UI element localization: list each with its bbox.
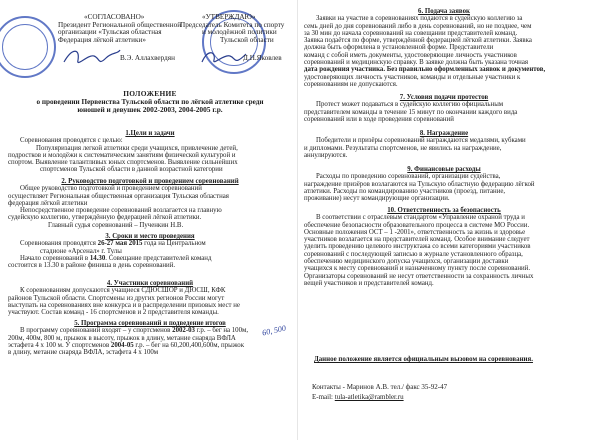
section-finances — [304, 166, 584, 202]
text-line: Популяризация легкой атлетики среди учащихся, привлечение детей, — [36, 144, 238, 152]
text-line: обеспечению медицинского допуска учащихся, организации доставки — [304, 258, 509, 266]
approval-line: Тульской области — [220, 35, 274, 44]
text-line: Основные положения ОСТ – 1 -2001», ответственность за жизнь и здоровье — [304, 228, 526, 236]
text-line: Расходы по проведению соревнований, организации судейства, — [316, 173, 501, 181]
text-line: соревнований с последующей записью в журнале установленного образца, — [304, 250, 523, 258]
text-line: учащихся к месту соревнований и назначенному пункту после соревнований. — [304, 265, 531, 273]
section-goals — [8, 130, 292, 174]
approval-signature-name-right — [243, 55, 282, 63]
event-dates: 26-27 мая 2015 — [97, 240, 143, 248]
text-line — [8, 255, 292, 262]
text-fragment: эстафета 4 х 100 м. У спортсменов — [8, 341, 111, 349]
section-awards — [304, 130, 584, 159]
text-line: вещей участников и представителей команд. — [304, 279, 434, 287]
section-program — [8, 320, 292, 356]
text-line: стадионе «Арсенал» г. Тулы — [40, 247, 122, 255]
section-heading: 2. Руководство подготовкой и проведением соревнований — [61, 178, 239, 185]
text-line: судейскую коллегию, утверждённую федерацией лёгкой атлетики. — [8, 214, 202, 222]
text-line: уделить проведению целевого инструктажа со всеми категориями участников — [304, 243, 531, 251]
text-line: участников возлагается на представителей команд. Особое внимание следует — [304, 236, 530, 244]
text-line: Организаторы соревнований не несут ответственности за сохранность личных — [304, 272, 534, 280]
text-line: 200м, 400м, 800 м, прыжок в высоту, прыжок в длину, метание снаряда ВФЛА — [8, 334, 236, 342]
text-line: команд с собой иметь документы, удостоверяющие личность участников — [304, 51, 517, 59]
text-line: и дипломами. Результаты спортсменов, не явились на награждение, — [304, 144, 502, 152]
approval-line: и молодёжной политики — [202, 28, 277, 37]
title-line-3: юношей и девушек 2002-2003, 2004-2005 г.р. — [77, 105, 223, 114]
text-line: выступать на соревнованиях вне конкурса и в распределении призовых мест не — [8, 301, 240, 309]
text-fragment: Соревнования проводятся — [20, 240, 98, 248]
text-line: атлетики. Расходы по командированию участников (проезд, питание, — [304, 187, 506, 195]
contacts-line: Контакты - Маринов А.В. тел./ факс 35-92-47 — [312, 383, 448, 391]
section-dates-venue — [8, 233, 292, 269]
signature-left — [62, 44, 122, 70]
email-line — [312, 394, 404, 402]
text-line: спортсменов Тульской области в данной возрастной категории — [40, 166, 223, 174]
title-line-1: ПОЛОЖЕНИЕ — [123, 89, 177, 98]
section-heading: 5. Программа соревнований и подведение итогов — [74, 320, 226, 327]
text-fragment: г.р. – бег на 60,200,400,600м, прыжок — [133, 341, 245, 349]
text-line: награждение призёров возлагаются на Тульскую областную федерацию лёгкой — [304, 180, 535, 188]
text-line: участвуют. Состав команд - 16 спортсменов и 2 представителя команды. — [8, 309, 219, 317]
section-applications — [304, 8, 584, 88]
text-line — [8, 342, 292, 349]
text-line: соревнований или в ходе проведения соревнований — [304, 115, 454, 123]
text-fragment: года на Центральном — [142, 240, 206, 248]
section-protests — [304, 94, 584, 123]
title-line-2: о проведении Первенства Тульской области по лёгкой атлетике среди — [36, 98, 264, 106]
closing-statement: Данное положение является официальным вызовом на соревнования. — [314, 356, 533, 363]
text-line: Непосредственное проведение соревнований возлагается на главную — [20, 207, 222, 215]
approval-line: Федерация лёгкой атлетики» — [58, 35, 146, 44]
age-group: 2004-05 — [110, 341, 134, 349]
text-line: Заявки на участие в соревнованиях подаются в судейскую коллегию за — [316, 15, 523, 23]
text-line: обеспечение безопасности образовательного процесса в системе МО России. — [304, 221, 530, 229]
approval-line: организации «Тульская областная — [58, 28, 162, 37]
text-line: К соревнованиям допускаются учащиеся СДЮСШОР и ДЮСШ, КФК — [20, 287, 226, 295]
text-line: спортом. Выявление талантливых юных спортсменов. Выявление сильнейших — [8, 159, 238, 167]
text-line: В соответствии с отраслевым стандартом «Управление охраной труда и — [316, 214, 525, 222]
approval-stamp-left — [0, 16, 56, 78]
text-line: в длину, метание снаряда ВФЛА, эстафета 4 х 100м — [8, 349, 159, 357]
start-time: 14.30 — [89, 254, 106, 262]
text-fragment: . Совещание представителей команд — [105, 254, 212, 262]
approval-heading-left: «СОГЛАСОВАНО» — [84, 13, 145, 21]
section-heading: 4. Участники соревнований — [106, 280, 194, 287]
signature-name: В.Э. Аллахвердян — [120, 54, 175, 62]
text-line: представителем команды в течение 15 минут по окончании каждого вида — [304, 108, 518, 116]
section-safety — [304, 207, 584, 287]
text-line — [8, 327, 292, 334]
text-line: проживание) несут командирующие организации. — [304, 195, 450, 203]
handwritten-note: 60, 500 — [261, 323, 287, 338]
approval-block-right — [180, 14, 284, 44]
text-line: Главный судья соревнований – Пученкин Н.В. — [48, 221, 184, 229]
approval-signature-name-left — [120, 55, 175, 63]
approval-heading-right: «УТВЕРЖДАЮ» — [202, 13, 256, 21]
signature-name: Д.Н.Яковлев — [243, 54, 282, 62]
text-line: районов Тульской области. Спортсмены из других регионов России могут — [8, 294, 225, 302]
text-line: семь дней до дня соревнований либо в день соревнований, но не позднее, чем — [304, 22, 532, 30]
text-line: соревнованиям не допускаются. — [304, 80, 398, 88]
text-line: дата рождения участника. Без правильно оформленных заявок и документов, — [304, 66, 546, 74]
text-line: за 30 мин до начала соревнований на совещании представителей команд. — [304, 29, 518, 37]
age-group: 2002-03 — [172, 327, 195, 335]
text-line: Соревнования проводятся с целью: — [20, 137, 123, 145]
text-fragment: г.р. – бег на 100м, — [194, 327, 249, 335]
text-line: аннулируются. — [304, 151, 348, 159]
text-line — [8, 240, 292, 247]
text-line: должна быть оформлена в установленной форме. Представители — [304, 44, 494, 52]
approval-line: Председатель Комитета по спорту — [180, 20, 285, 29]
text-line: Общее руководство подготовкой и проведением соревнований — [20, 185, 202, 193]
text-line: подростков и молодёжи к систематическим занятиям физической культурой и — [8, 151, 236, 159]
text-line: Победители и призёры соревнований награждаются медалями, кубками — [316, 137, 526, 145]
text-fragment: В программу соревнований входят – у спортсменов — [20, 327, 173, 335]
section-heading: 6. Подача заявок — [418, 8, 470, 15]
section-heading: 1.Цели и задачи — [125, 130, 175, 137]
text-line: соревнований и медицинскую справку. В заявке должна быть указана точная — [304, 59, 529, 67]
section-heading: 7. Условия подачи протестов — [399, 94, 489, 101]
approval-block-left — [58, 14, 181, 44]
section-heading: 3. Сроки и место проведения — [105, 233, 195, 240]
text-line: осуществляет Региональная общественная организация Тульская областная — [8, 192, 229, 200]
section-heading: 10. Ответственность за безопасность — [387, 207, 501, 214]
email-label: E-mail: — [312, 393, 335, 401]
section-management — [8, 178, 292, 229]
text-line: Протест может подаваться в судейскую коллегию официальным — [316, 101, 504, 109]
section-participants — [8, 280, 292, 316]
approval-line: Президент Региональной общественной — [58, 20, 182, 29]
text-fragment: Начало соревнований в — [20, 254, 90, 262]
text-line: федерация лёгкой атлетики — [8, 199, 88, 207]
text-line: удостоверяющих личность участников, команды и отдельные участники к — [304, 73, 521, 81]
document-title — [8, 90, 292, 114]
section-heading: 9. Финансовые расходы — [407, 166, 481, 173]
page-fold-line — [297, 0, 298, 440]
email-link[interactable]: tula-atletika@rambler.ru — [334, 393, 404, 401]
text-line: Заявка подаётся по форме, утверждённой федерацией лёгкой атлетики. Заявка — [304, 37, 532, 45]
text-line: состоится в 13.30 в районе финиша в день соревнований. — [8, 262, 176, 270]
section-heading: 8. Награждение — [419, 130, 469, 137]
